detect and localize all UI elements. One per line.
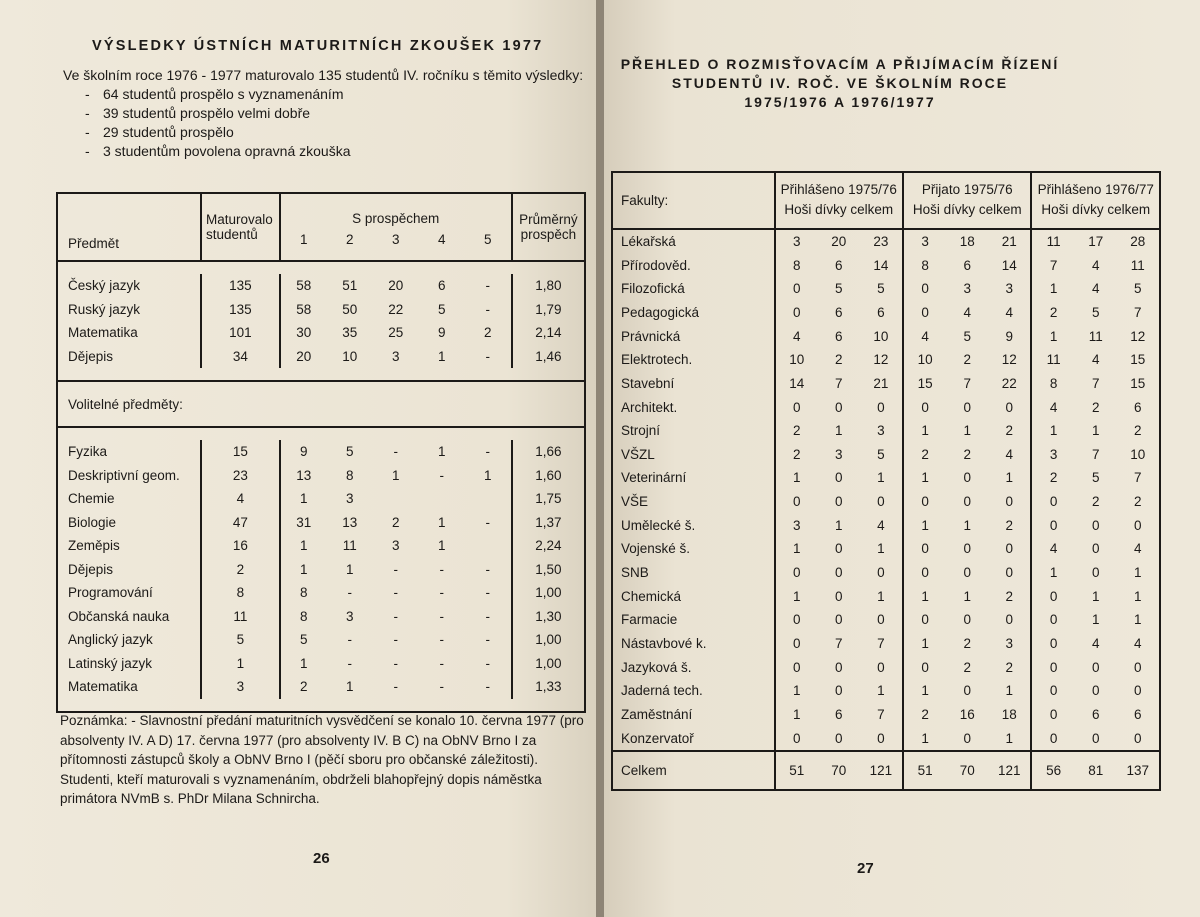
table-row: Pedagogická 0 6 6 0 4 4 2 5 7 — [612, 301, 1160, 325]
col-grades: S prospěchem 1 2 3 4 5 — [280, 193, 512, 261]
col-group-applied-1975: Přihlášeno 1975/76 Hoši dívky celkem — [775, 172, 903, 229]
table-row: Stavební 14 7 21 15 7 22 8 7 15 — [612, 372, 1160, 396]
page-number: 27 — [857, 860, 874, 877]
intro-text: Ve školním roce 1976 - 1977 maturovalo 135 studentů IV. ročníku s těmito výsledky: — [63, 67, 584, 83]
right-page — [604, 0, 1200, 917]
table-row: Dějepis 34 20 10 3 1 - 1,46 — [57, 345, 585, 369]
list-item: - 29 studentů prospělo — [85, 124, 234, 140]
table-row: Nástavbové k. 0 7 7 1 2 3 0 4 4 — [612, 632, 1160, 656]
col-students: Maturovalo studentů — [201, 193, 280, 261]
table-row: Český jazyk 135 58 51 20 6 - 1,80 — [57, 274, 585, 298]
table-row: Ruský jazyk 135 58 50 22 5 - 1,79 — [57, 298, 585, 322]
table-row: Zaměstnání 1 6 7 2 16 18 0 6 6 — [612, 703, 1160, 727]
table-row: VŠZL 2 3 5 2 2 4 3 7 10 — [612, 443, 1160, 467]
table-row: Deskriptivní geom. 23 13 8 1 - 1 1,60 — [57, 464, 585, 488]
col-group-admitted-1975: Přijato 1975/76 Hoši dívky celkem — [903, 172, 1031, 229]
book-gutter — [596, 0, 604, 917]
table-row: Filozofická 0 5 5 0 3 3 1 4 5 — [612, 277, 1160, 301]
table-row: Farmacie 0 0 0 0 0 0 0 1 1 — [612, 608, 1160, 632]
table-header — [57, 193, 585, 261]
table-row: Anglický jazyk 5 5 - - - - 1,00 — [57, 628, 585, 652]
table-row: Latinský jazyk 1 1 - - - - 1,00 — [57, 652, 585, 676]
list-item: - 39 studentů prospělo velmi dobře — [85, 105, 311, 121]
table-row: Architekt. 0 0 0 0 0 0 4 2 6 — [612, 395, 1160, 419]
table-row: Právnická 4 6 10 4 5 9 1 11 12 — [612, 324, 1160, 348]
intro-paragraph — [63, 66, 593, 161]
table-row: Chemická 1 0 1 1 1 2 0 1 1 — [612, 584, 1160, 608]
table-row: Fyzika 15 9 5 - 1 - 1,66 — [57, 440, 585, 464]
list-item: - 3 studentům povolena opravná zkouška — [85, 143, 351, 159]
table-header — [612, 172, 1160, 229]
table-row: SNB 0 0 0 0 0 0 1 0 1 — [612, 561, 1160, 585]
table-row: Dějepis 2 1 1 - - - 1,50 — [57, 558, 585, 582]
list-item: - 64 studentů prospělo s vyznamenáním — [85, 86, 344, 102]
col-subject: Předmět — [57, 193, 201, 261]
table-row: Strojní 2 1 3 1 1 2 1 1 2 — [612, 419, 1160, 443]
results-list — [85, 85, 593, 161]
page-title: VÝSLEDKY ÚSTNÍCH MATURITNÍCH ZKOUŠEK 1977 — [92, 38, 544, 54]
col-average: Průměrný prospěch — [512, 193, 585, 261]
table-row: Občanská nauka 11 8 3 - - - 1,30 — [57, 605, 585, 629]
page-title: PŘEHLED O ROZMISŤOVACÍM A PŘIJÍMACÍM ŘÍZENÍ STUDENTŮ IV. ROČ. VE ŠKOLNÍM ROCE 1975/1976 A 1976/1977 — [620, 56, 1060, 110]
exam-results-table — [56, 192, 586, 713]
table-row: Lékařská 3 20 23 3 18 21 11 17 28 — [612, 229, 1160, 254]
left-page — [0, 0, 596, 917]
table-row: Biologie 47 31 13 2 1 - 1,37 — [57, 511, 585, 535]
table-row-total: Celkem 51 70 121 51 70 121 56 81 137 — [612, 751, 1160, 790]
table-row: Jazyková š. 0 0 0 0 2 2 0 0 0 — [612, 655, 1160, 679]
col-group-applied-1976: Přihlášeno 1976/77 Hoši dívky celkem — [1031, 172, 1160, 229]
table-row: Umělecké š. 3 1 4 1 1 2 0 0 0 — [612, 513, 1160, 537]
table-row: Vojenské š. 1 0 1 0 0 0 4 0 4 — [612, 537, 1160, 561]
elective-section-label: Volitelné předměty: — [57, 381, 585, 427]
table-row: Matematika 3 2 1 - - - 1,33 — [57, 675, 585, 699]
admissions-table — [611, 171, 1161, 791]
table-row: Elektrotech. 10 2 12 10 2 12 11 4 15 — [612, 348, 1160, 372]
table-row: Zeměpis 16 1 11 3 1 2,24 — [57, 534, 585, 558]
page-number: 26 — [313, 850, 330, 867]
table-row: Jaderná tech. 1 0 1 1 0 1 0 0 0 — [612, 679, 1160, 703]
table-row: Programování 8 8 - - - - 1,00 — [57, 581, 585, 605]
table-row: Matematika 101 30 35 25 9 2 2,14 — [57, 321, 585, 345]
table-row: Konzervatoř 0 0 0 1 0 1 0 0 0 — [612, 726, 1160, 751]
table-row: Chemie 4 1 3 1,75 — [57, 487, 585, 511]
col-faculty: Fakulty: — [612, 172, 775, 229]
footnote: Poznámka: - Slavnostní předání maturitních vysvědčení se konalo 10. června 1977 (pro absolventy IV. A D) 17. června 1977 (pro absolventy IV. B C) na ObNV Brno I za přítomnosti zástupců školy a ObNV Brno I (pěčí sboru pro občanské záležitosti). Studenti, kteří maturovali s vyznamenáním, obdrželi blahopřejný dopis náměstka primátora NVmB s. PhDr Milana Schnircha. — [60, 713, 584, 806]
table-row: Přírodověd. 8 6 14 8 6 14 7 4 11 — [612, 253, 1160, 277]
table-row: Veterinární 1 0 1 1 0 1 2 5 7 — [612, 466, 1160, 490]
table-row: VŠE 0 0 0 0 0 0 0 2 2 — [612, 490, 1160, 514]
